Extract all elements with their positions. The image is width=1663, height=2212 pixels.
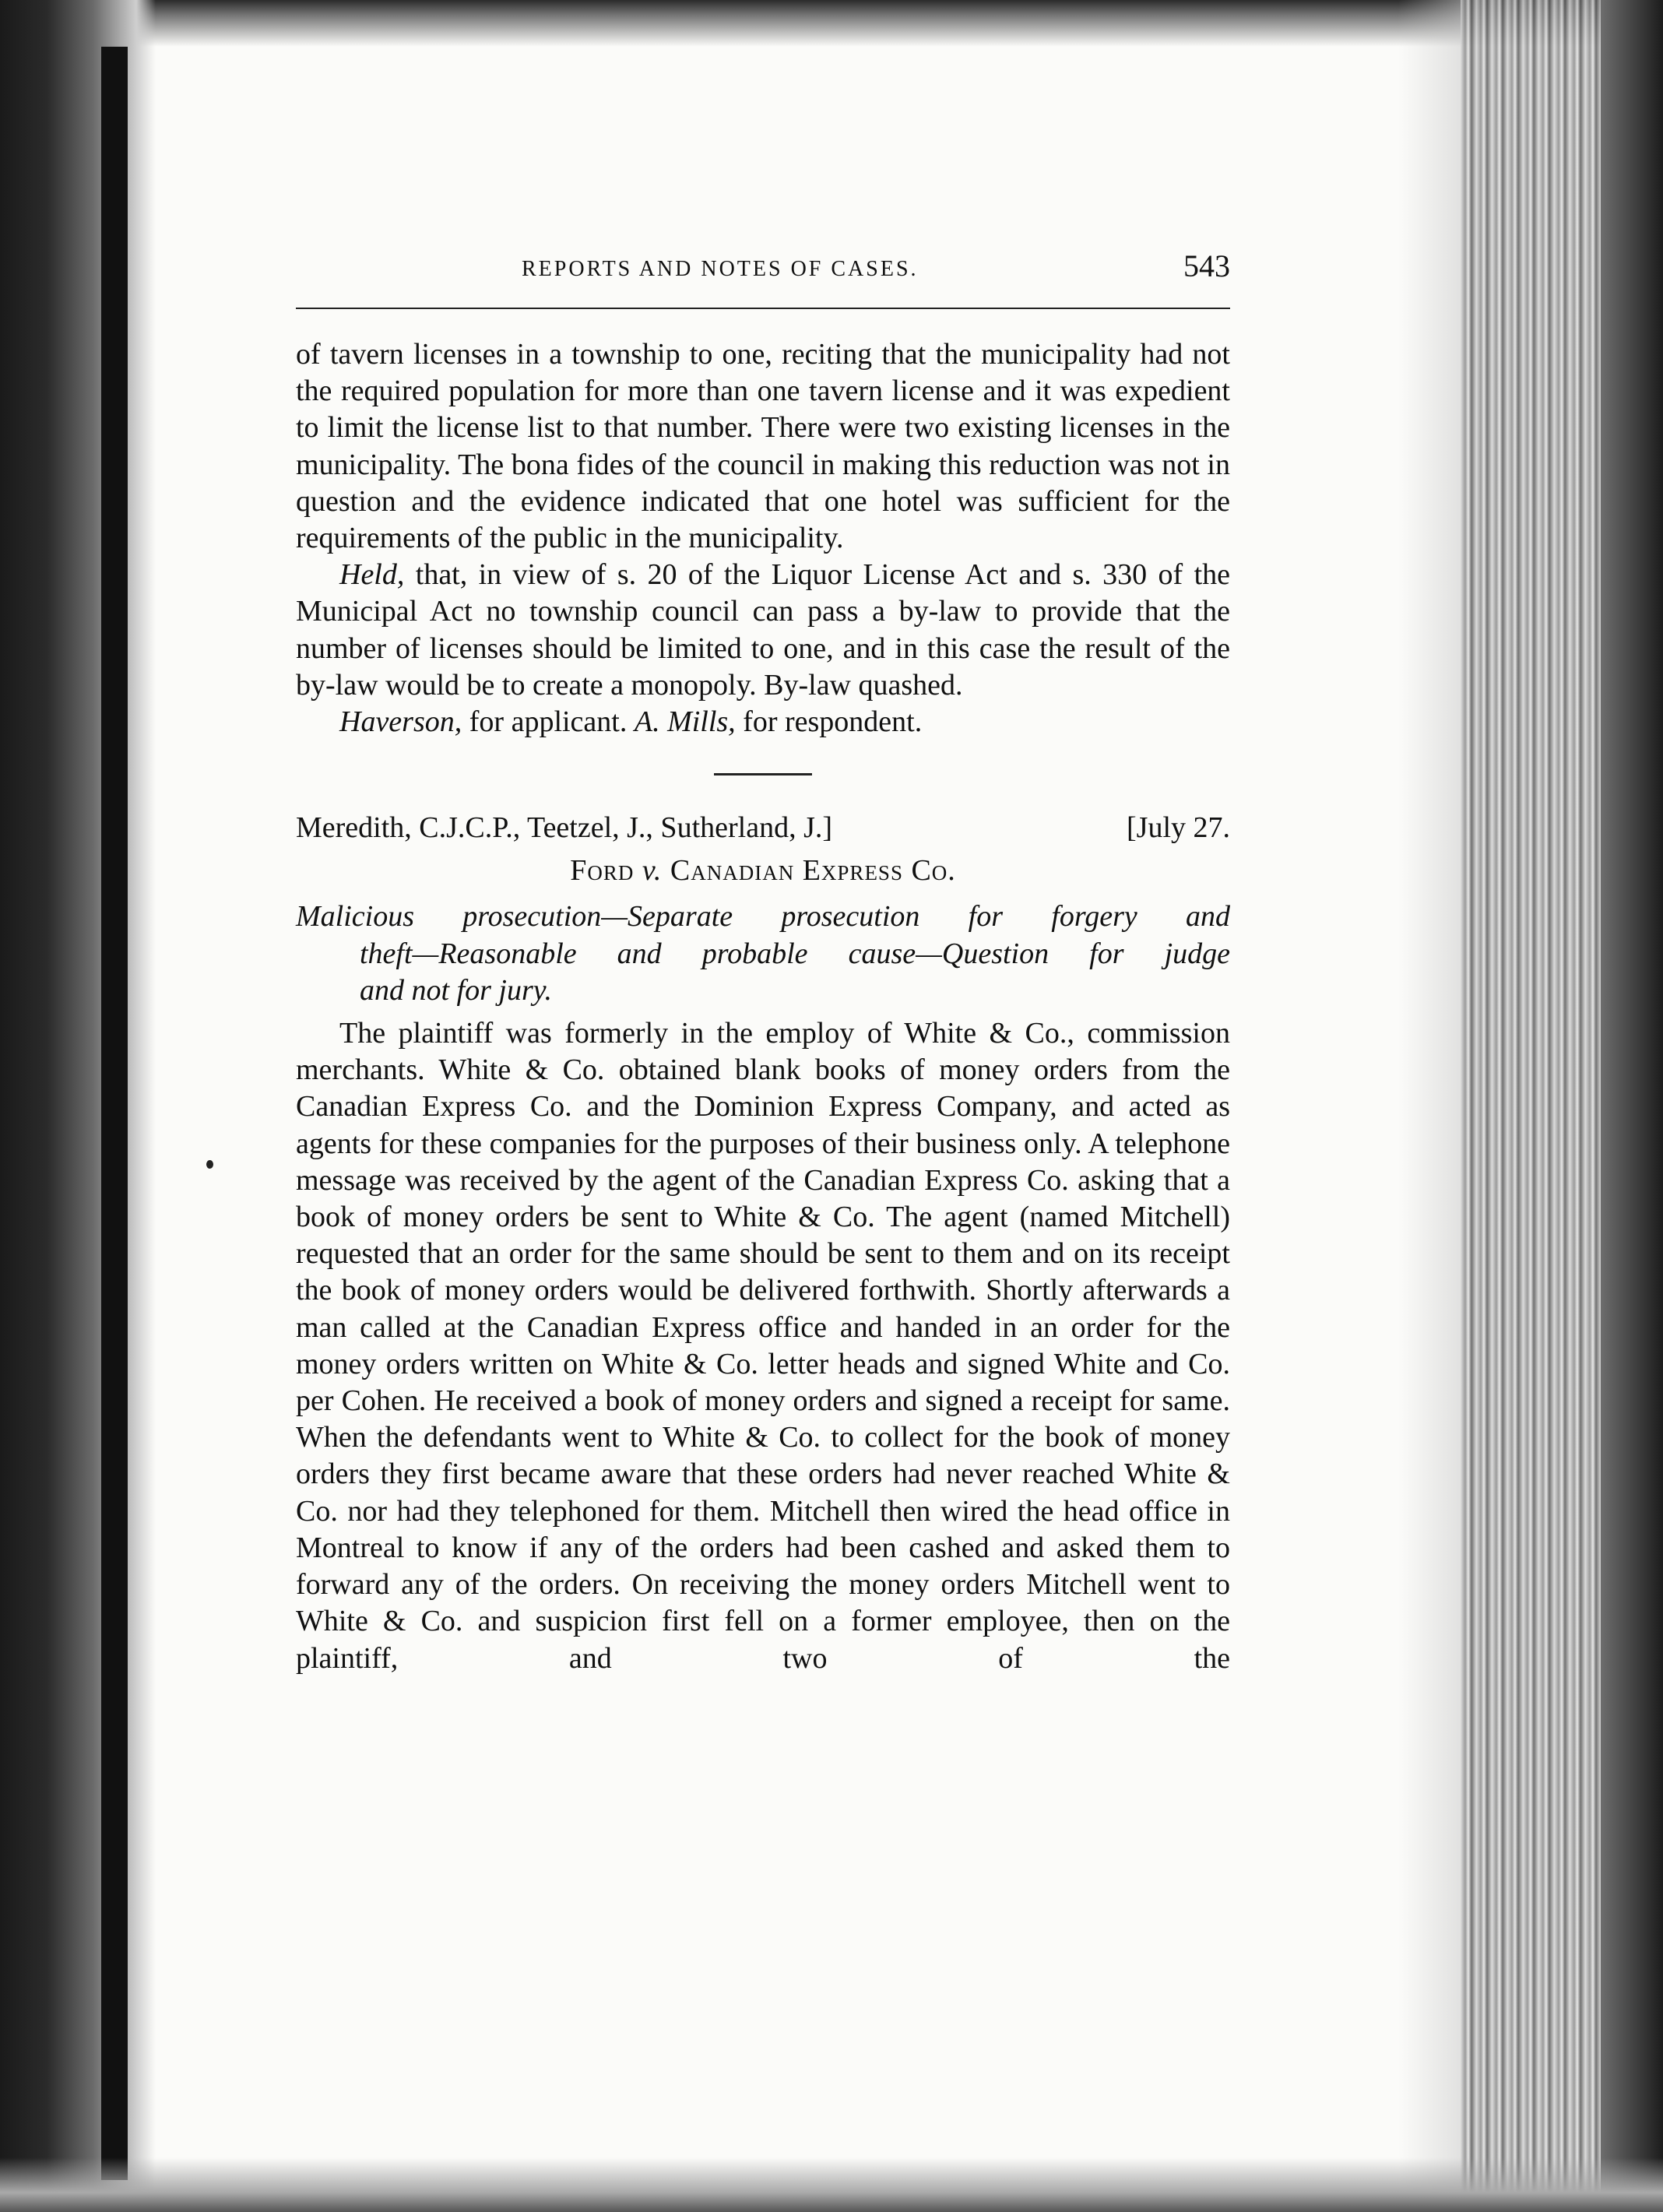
scan-right-shadow	[1601, 0, 1663, 2212]
bench-line	[296, 810, 1230, 846]
case-facts-paragraph: The plaintiff was formerly in the employ of White & Co., commission merchants. White & Co. obtained blank books of money orders from the Canadian Express Co. and the Dominion Express Company, and acted as agents for these companies for the purposes of their business only. A telephone message was received by the agent of the Canadian Express Co. asking that a book of money orders be sent to White & Co. The agent (named Mitchell) requested that an order for the same should be sent to them and on its receipt the book of money orders would be delivered forthwith. Shortly afterwards a man called at the Canadian Express office and handed in an order for the money orders written on White & Co. letter heads and signed White and Co. per Cohen. He received a book of money orders and signed a receipt for same. When the defendants went to White & Co. to collect for the book of money orders they first became aware that these orders had never reached White & Co. nor had they telephoned for them. Mitchell then wired the head office in Montreal to know if any of the orders had been cashed and asked them to forward any of the orders. On receiving the money orders Mitchell went to White & Co. and suspicion first fell on a former employee, then on the plaintiff, and two of the	[296, 1017, 1230, 1675]
counsel-respondent-name: A. Mills,	[634, 705, 736, 739]
running-head	[296, 248, 1230, 294]
held-paragraph	[296, 557, 1230, 704]
bench-judges: Meredith, C.J.C.P., Teetzel, J., Sutherland, J.]	[296, 811, 833, 845]
case-title	[296, 853, 1230, 889]
case-title-versus: v.	[642, 854, 663, 888]
scan-binding-shadow	[101, 47, 128, 2180]
held-text: that, in view of s. 20 of the Liquor License Act and s. 330 of the Municipal Act no township council can pass a by-law to provide that the number of licenses should be limited to one, and in this case the result of the by-law would be to create a monopoly. By-law quashed.	[296, 558, 1230, 702]
scan-right-fade	[1398, 0, 1461, 2212]
stray-ink-mark	[206, 1160, 213, 1169]
headnote	[296, 899, 1230, 1009]
counsel-applicant-name: Haverson,	[339, 705, 462, 739]
case-separator-rule	[714, 773, 812, 775]
headnote-line: and not for jury.	[360, 973, 553, 1007]
counsel-line	[296, 704, 1230, 740]
case-title-defendant: Canadian Express Co.	[670, 854, 956, 888]
held-label: Held,	[339, 558, 405, 592]
running-title: REPORTS AND NOTES OF CASES.	[522, 257, 919, 281]
case-continuation-paragraph: of tavern licenses in a township to one, reciting that the municipality had not the required population for more than one tavern license and it was expedient to limit the license list to that number. There were two existing licenses in the municipality. The bona fides of the council in making this reduction was not in question and the evidence indicated that one hotel was sufficient for the requirements of the public in the municipality.	[296, 338, 1230, 555]
headnote-line: Malicious prosecution—Separate prosecution for forgery and	[296, 900, 1230, 934]
case-title-plaintiff: Ford	[570, 854, 635, 888]
headnote-line: theft—Reasonable and probable cause—Question for judge	[360, 937, 1230, 970]
page-number: 543	[1183, 248, 1230, 283]
counsel-applicant-role: for applicant.	[462, 705, 635, 739]
scan-left-edge	[0, 0, 156, 2212]
header-rule	[296, 308, 1230, 309]
counsel-respondent-role: for respondent.	[735, 705, 923, 739]
book-page	[296, 0, 1230, 2212]
page-body	[296, 336, 1230, 1677]
decision-date: [July 27.	[1127, 811, 1230, 845]
